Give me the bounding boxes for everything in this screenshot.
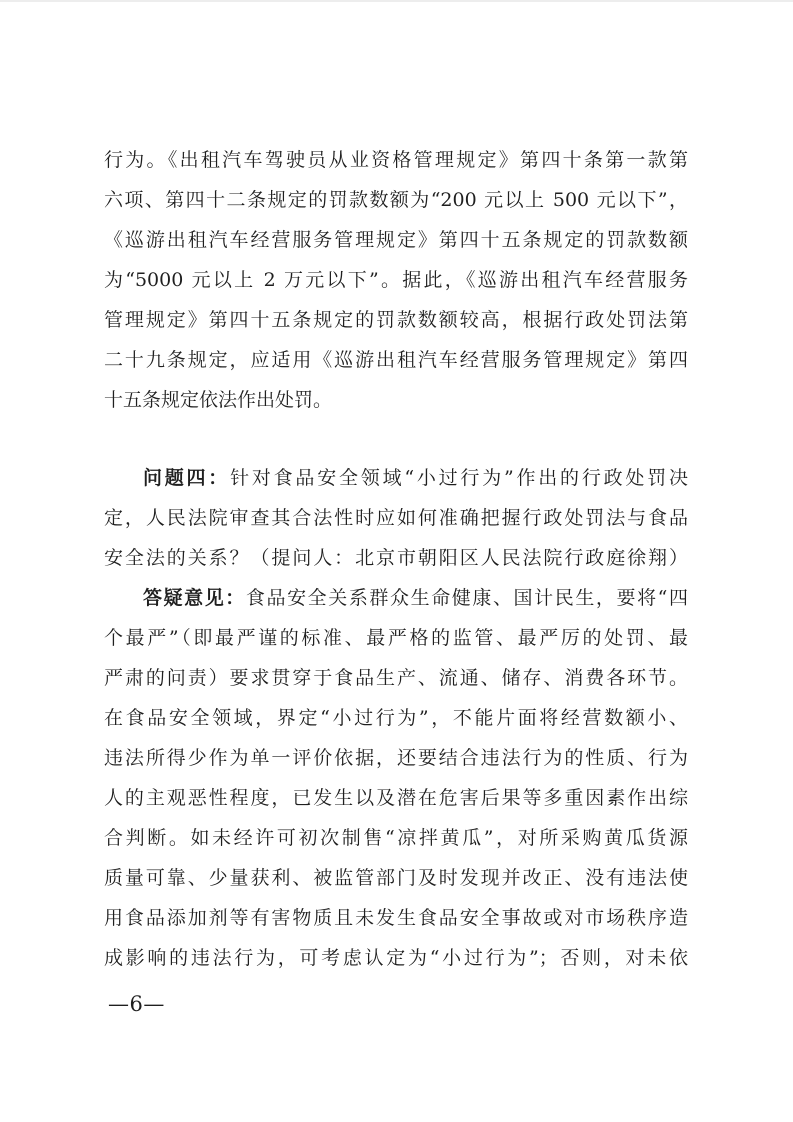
- page-number: —6—: [108, 992, 165, 1016]
- text-line: 安全法的关系？（提问人：北京市朝阳区人民法院行政庭徐翔）: [104, 547, 688, 569]
- text-line: 管理规定》第四十五条规定的罚款数额较高，根据行政处罚法第: [104, 309, 688, 331]
- text-line: 合判断。如未经许可初次制售“凉拌黄瓜”，对所采购黄瓜货源: [104, 827, 688, 849]
- text-line: 人的主观恶性程度，已发生以及潜在危害后果等多重因素作出综: [104, 787, 688, 809]
- text-line: 《巡游出租汽车经营服务管理规定》第四十五条规定的罚款数额: [104, 229, 688, 251]
- question-4-label: 问题四：: [142, 467, 231, 489]
- text-line: 质量可靠、少量获利、被监管部门及时发现并改正、没有违法使: [104, 867, 688, 889]
- scan-artifact-line: [0, 0, 793, 2]
- text-line: 六项、第四十二条规定的罚款数额为“200 元以上 500 元以下”，: [104, 189, 688, 211]
- paragraph-question-4: [104, 458, 688, 578]
- paragraph-continued: [104, 140, 688, 420]
- text-line: 在食品安全领域，界定“小过行为”，不能片面将经营数额小、: [104, 707, 688, 729]
- text-line: 用食品添加剂等有害物质且未发生食品安全事故或对市场秩序造: [104, 907, 688, 929]
- text-line: 十五条规定依法作出处罚。: [104, 389, 333, 411]
- answer-opinion-label: 答疑意见：: [142, 587, 246, 609]
- paragraph-answer-opinion: [104, 578, 688, 978]
- text-line: 行为。《出租汽车驾驶员从业资格管理规定》第四十条第一款第: [104, 149, 688, 171]
- text-line: 个最严”（即最严谨的标准、最严格的监管、最严厉的处罚、最: [104, 627, 688, 649]
- text-line: 违法所得少作为单一评价依据，还要结合违法行为的性质、行为: [104, 747, 688, 769]
- body-text: [104, 140, 688, 978]
- text-line: [104, 458, 688, 498]
- text-line: 二十九条规定，应适用《巡游出租汽车经营服务管理规定》第四: [104, 349, 688, 371]
- answer-opinion-text: 食品安全关系群众生命健康、国计民生，要将“四: [245, 587, 688, 609]
- text-line: [104, 578, 688, 618]
- text-line: 为“5000 元以上 2 万元以下”。据此，《巡游出租汽车经营服务: [104, 269, 688, 291]
- text-line: 定，人民法院审查其合法性时应如何准确把握行政处罚法与食品: [104, 507, 688, 529]
- question-4-text: 针对食品安全领域“小过行为”作出的行政处罚决: [230, 467, 688, 489]
- text-line: 成影响的违法行为，可考虑认定为“小过行为”；否则，对未依: [104, 947, 688, 969]
- text-line: 严肃的问责）要求贯穿于食品生产、流通、储存、消费各环节。: [104, 667, 688, 689]
